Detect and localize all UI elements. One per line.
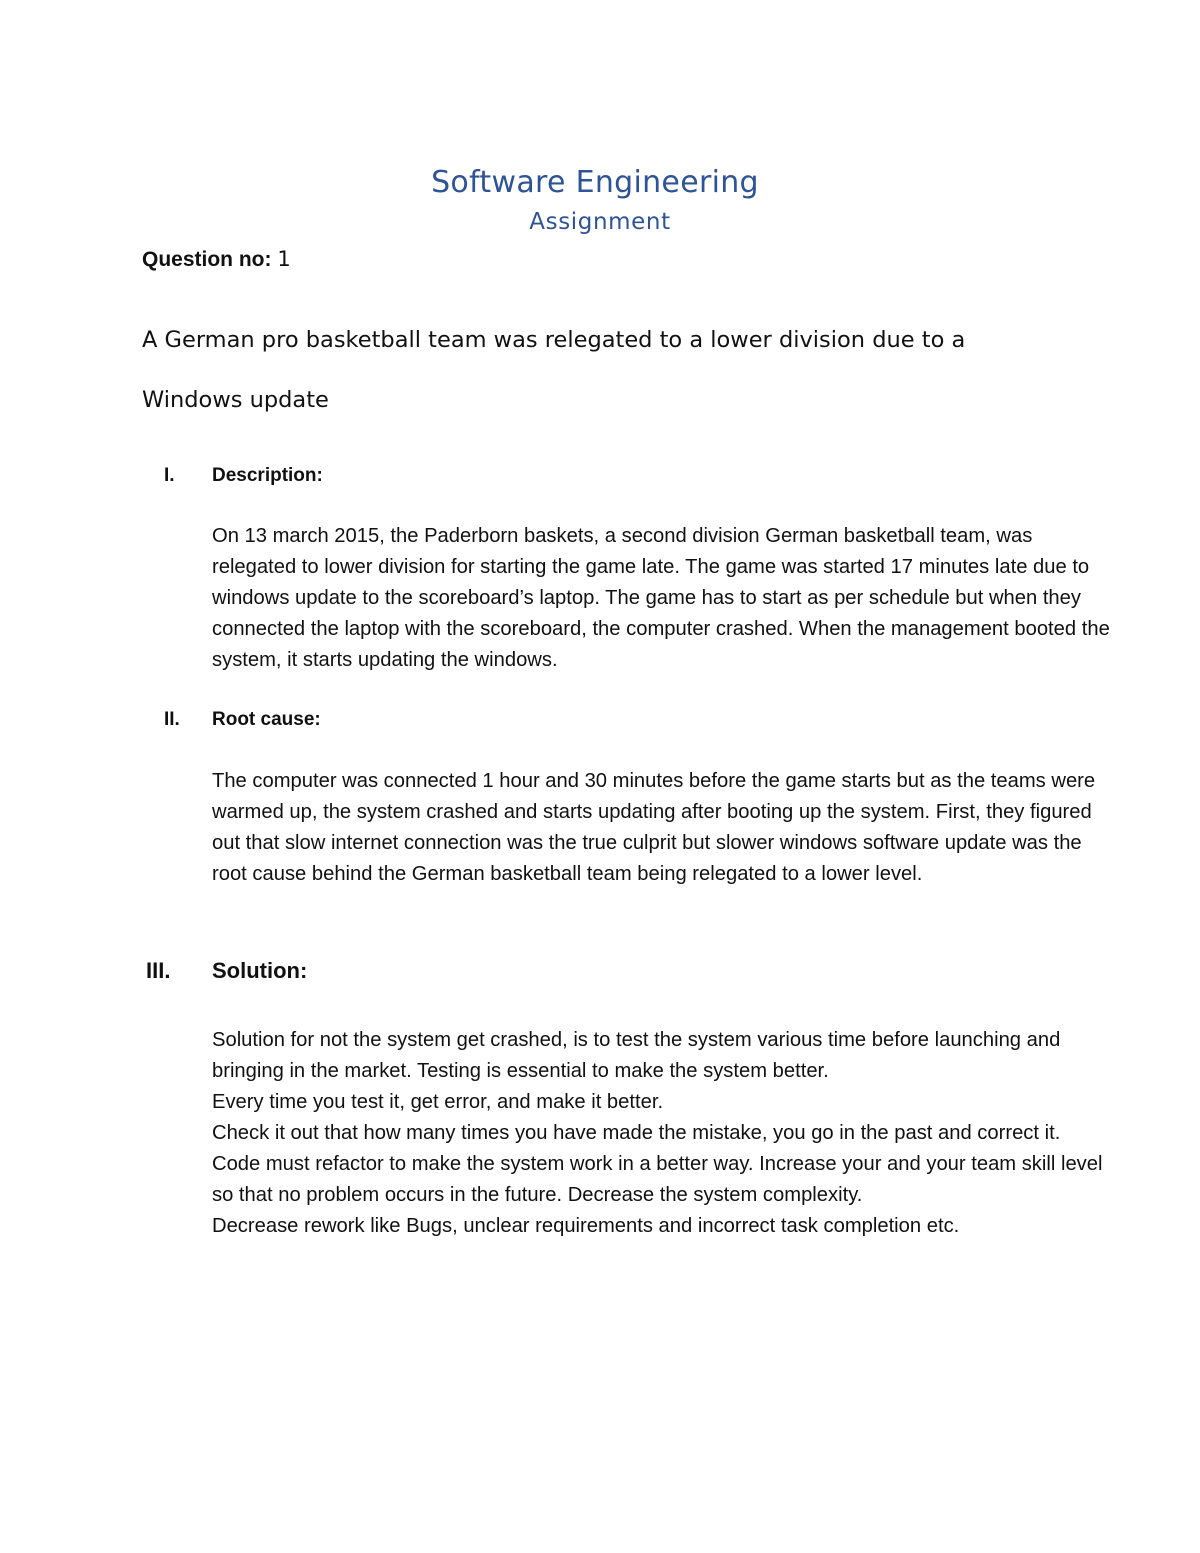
- section-solution: [142, 956, 1103, 1237]
- section-body: [212, 521, 1112, 676]
- paragraph: Every time you test it, get error, and make it better.: [212, 1091, 664, 1113]
- section-numeral: II.: [164, 709, 180, 730]
- paragraph: Decrease rework like Bugs, unclear requirements and incorrect task completion etc.: [212, 1215, 960, 1237]
- question-label: Question no:: [142, 248, 272, 271]
- section-description: [142, 461, 1110, 671]
- section-body: [212, 766, 1112, 890]
- section-numeral: III.: [146, 958, 171, 983]
- section-root-cause: [142, 705, 1102, 885]
- document-subtitle: Assignment: [529, 209, 671, 235]
- document-title: Software Engineering: [431, 165, 759, 200]
- question-heading: [142, 245, 291, 274]
- paragraph: On 13 march 2015, the Paderborn baskets, a second division German basketball team, was relegated to lower division for starting the game late. The game was started 17 minutes late due to windows update to the scoreboard’s laptop. The game has to start as per schedule but when they connected the laptop with the scoreboard, the computer crashed. When the management booted the system, it starts updating the windows.: [212, 525, 1110, 671]
- section-heading: [142, 956, 1102, 986]
- question-title-line-1: A German pro basketball team was relegated to a lower division due to a: [142, 327, 966, 353]
- section-heading: [142, 705, 1102, 735]
- paragraph: Solution for not the system get crashed, is to test the system various time before launching and bringing in the market. Testing is essential to make the system better.: [212, 1029, 1061, 1082]
- paragraph: Code must refactor to make the system work in a better way. Increase your and your team skill level so that no problem occurs in the future. Decrease the system complexity.: [212, 1153, 1103, 1206]
- paragraph: Check it out that how many times you have made the mistake, you go in the past and correct it.: [212, 1122, 1061, 1144]
- section-body: [212, 1025, 1112, 1242]
- section-title: Description:: [212, 465, 323, 486]
- section-title: Root cause:: [212, 709, 321, 730]
- section-heading: [142, 461, 1102, 491]
- question-title-line-2: Windows update: [142, 387, 329, 413]
- section-title: Solution:: [212, 958, 308, 983]
- paragraph: The computer was connected 1 hour and 30 minutes before the game starts but as the teams were warmed up, the system crashed and starts updating after booting up the system. First, they figured out that slow internet connection was the true culprit but slower windows software update was the root cause behind the German basketball team being relegated to a lower level.: [212, 770, 1096, 885]
- question-number: 1: [277, 247, 291, 271]
- section-numeral: I.: [164, 465, 175, 486]
